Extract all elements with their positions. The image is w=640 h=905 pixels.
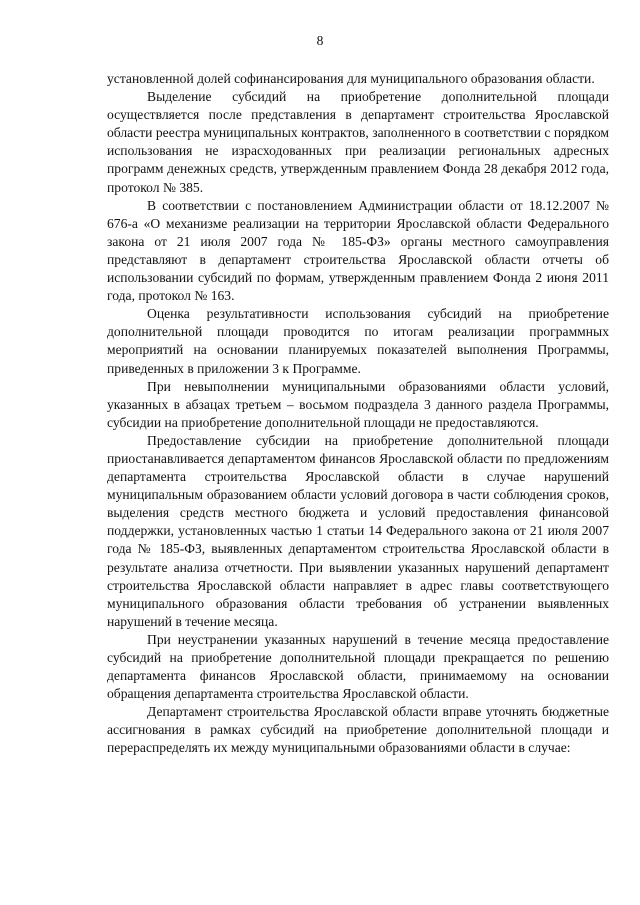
paragraph-5: При невыполнении муниципальными образованиями области условий, указанных в абзацах третьем – восьмом подраздела 3 данного раздела Программы, субсидии на приобретение дополнительной площади не предоставляются. bbox=[107, 378, 609, 430]
paragraph-8: Департамент строительства Ярославской области вправе уточнять бюджетные ассигнования в рамках субсидий на приобретение дополнительной площади и перераспределять их между муниципальными образованиями области в случае: bbox=[107, 704, 609, 756]
page-number: 8 bbox=[316, 33, 324, 48]
paragraph-1: установленной долей софинансирования для муниципального образования области. bbox=[107, 71, 595, 86]
document-body bbox=[107, 70, 609, 758]
paragraph-3: В соответствии с постановлением Администрации области от 18.12.2007 № 676-а «О механизме реализации на территории Ярославской области Федерального закона от 21 июля 2007 года № 185-ФЗ» органы местного самоуправления представляют в департамент строительства Ярославской области отчеты об использовании субсидий по формам, утвержденным правлением Фонда 2 июня 2011 года, протокол № 163. bbox=[107, 197, 609, 304]
paragraph-4: Оценка результативности использования субсидий на приобретение дополнительной площади проводится по итогам реализации программных мероприятий на основании планируемых показателей выполнения Программы, приведенных в приложении 3 к Программе. bbox=[107, 306, 609, 376]
paragraph-6: Предоставление субсидии на приобретение дополнительной площади приостанавливается департаментом финансов Ярославской области по предложениям департамента строительства Ярославской области в случае нарушений муниципальным образованием области условий договора в части соблюдения сроков, выделения средств местного бюджета и условий предоставления финансовой поддержки, установленных частью 1 статьи 14 Федерального закона от 21 июля 2007 года № 185-ФЗ, выявленных департаментом строительства Ярославской области в результате анализа отчетности. При выявлении указанных нарушений департамент строительства Ярославской области направляет в адрес главы соответствующего муниципального образования области требования об устранении выявленных нарушений в течение месяца. bbox=[107, 432, 609, 629]
paragraph-7: При неустранении указанных нарушений в течение месяца предоставление субсидий на приобретение дополнительной площади прекращается по решению департамента финансов Ярославской области, принимаемому на основании обращения департамента строительства Ярославской области. bbox=[107, 631, 609, 702]
paragraph-2: Выделение субсидий на приобретение дополнительной площади осуществляется после представления в департамент строительства Ярославской области реестра муниципальных контрактов, заполненного в соответствии с порядком использования не израсходованных при реализации региональных адресных программ денежных средств, утвержденным правлением Фонда 28 декабря 2012 года, протокол № 385. bbox=[107, 89, 609, 195]
